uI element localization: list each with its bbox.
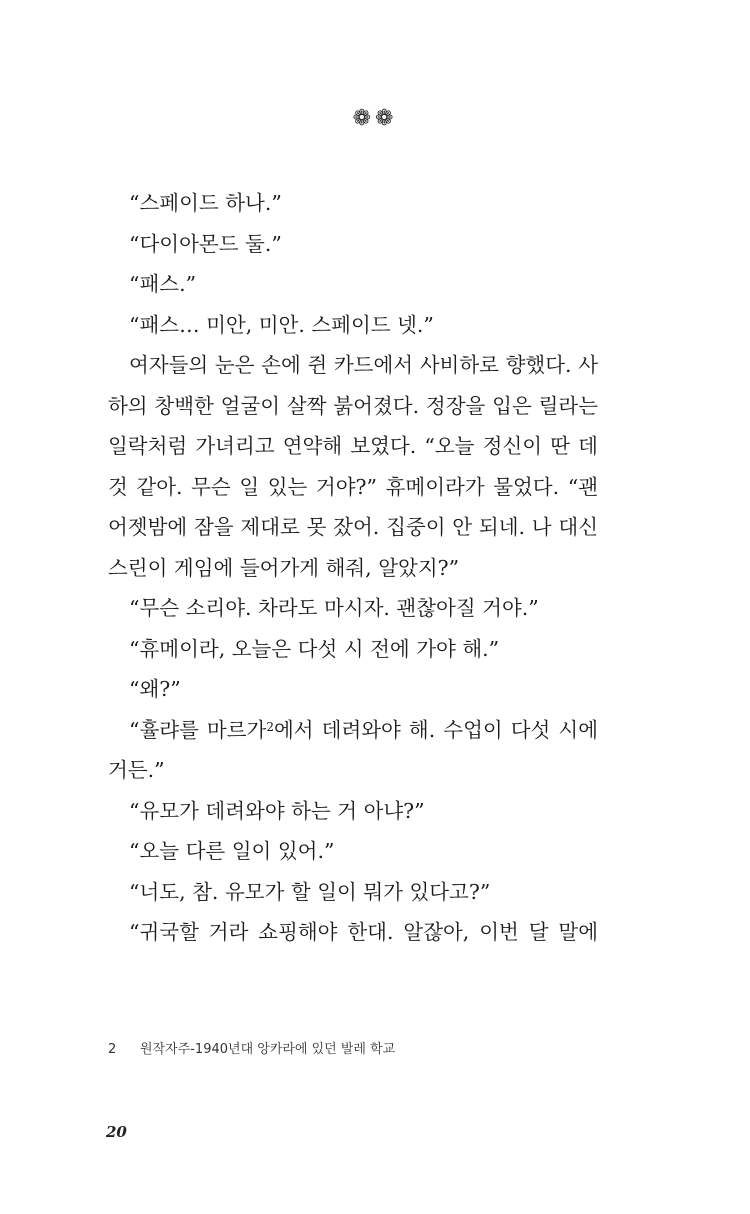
footnote (108, 1040, 598, 1060)
dialogue-line: “너도, 참. 유모가 할 일이 뭐가 있다고?” (129, 879, 491, 904)
dialogue-line: “오늘 다른 일이 있어.” (129, 839, 335, 863)
dialogue-line: 거든.” (108, 758, 165, 782)
dialogue-line: “왜?” (129, 677, 181, 701)
paragraph-line: 하의 창백한 얼굴이 살짝 붉어졌다. 정장을 입은 릴라는 (108, 393, 598, 418)
dialogue-line: “휴메이라, 오늘은 다섯 시 전에 가야 해.” (129, 636, 500, 661)
dialogue-text: 에서 데려와야 해. 수업이 다섯 시에 (274, 717, 598, 742)
dialogue-text: “휼랴를 마르가 (129, 717, 267, 742)
dialogue-line: “패스.” (129, 272, 197, 296)
dialogue-line: “귀국할 거라 쇼핑해야 한대. 알잖아, 이번 달 말에 (129, 920, 598, 944)
dialogue-line: “스페이드 하나.” (129, 191, 282, 215)
dialogue-line: “다이아몬드 둘.” (129, 231, 282, 256)
dialogue-line (108, 710, 598, 751)
dialogue-line: “무슨 소리야. 차라도 마시자. 괜찮아질 거야.” (129, 596, 539, 620)
paragraph-line: 스린이 게임에 들어가게 해줘, 알았지?” (108, 555, 460, 580)
section-break-ornament: ❁❁ (352, 106, 398, 131)
footnote-number: 2 (108, 1042, 117, 1057)
paragraph-line: 것 같아. 무슨 일 있는 거야?” 휴메이라가 물었다. “괜 (108, 474, 598, 499)
paragraph-line: 일락처럼 가녀리고 연약해 보였다. “오늘 정신이 딴 데 (108, 434, 598, 458)
footnote-text: 원작자주-1940년대 앙카라에 있던 발레 학교 (140, 1042, 396, 1057)
footnote-reference: 2 (266, 719, 274, 734)
dialogue-line: “유모가 데려와야 하는 거 아냐?” (129, 798, 425, 823)
paragraph-line: 어젯밤에 잠을 제대로 못 잤어. 집중이 안 되네. 나 대신 (108, 515, 598, 539)
dialogue-line: “패스… 미안, 미안. 스페이드 넷.” (129, 312, 434, 337)
paragraph-line: 여자들의 눈은 손에 쥔 카드에서 사비하로 향했다. 사 (129, 353, 598, 377)
page-number: 20 (106, 1123, 127, 1141)
body-text (108, 183, 598, 953)
